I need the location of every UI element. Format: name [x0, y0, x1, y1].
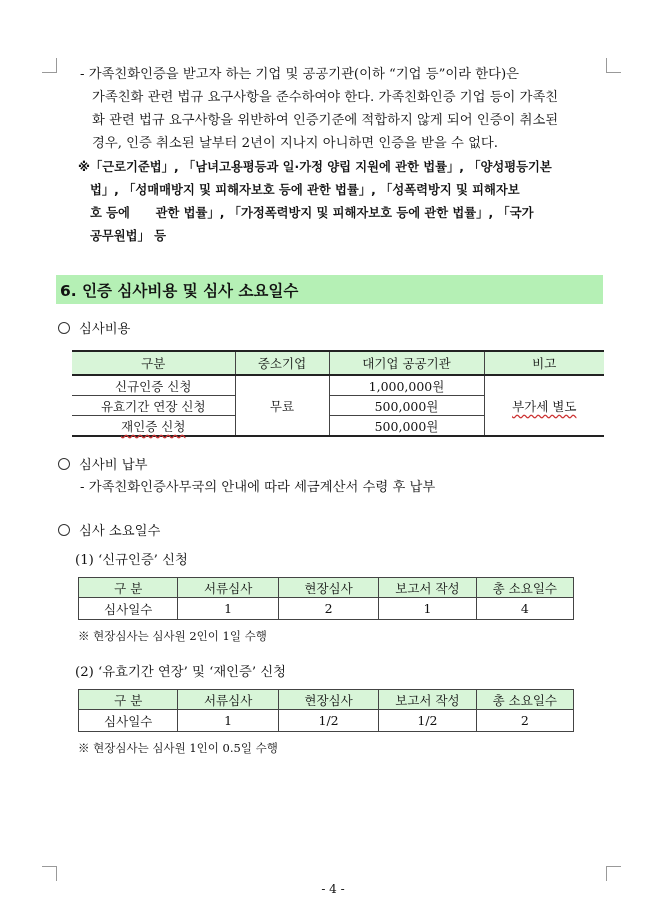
section-header [56, 275, 603, 304]
cost-table-header [72, 351, 604, 375]
circle-bullet-icon [58, 524, 70, 536]
days-renew-title: (2) ‘유효기간 연장’ 및 ‘재인증’ 신청 [75, 665, 287, 680]
cost-row-label: 유효기간 연장 신청 [72, 396, 235, 416]
days-col-total: 총 소요일수 [476, 690, 573, 710]
days-new-title: (1) ‘신규인증’ 신청 [75, 553, 188, 568]
days-col-report: 보고서 작성 [379, 690, 476, 710]
cost-col-remark: 비고 [484, 351, 604, 375]
payment-heading [58, 454, 147, 473]
cost-col-sme: 중소기업 [235, 351, 329, 375]
days-cell-onsite: 2 [278, 598, 378, 620]
intro-line-3: 화 관련 법규 요구사항을 위반하여 인증기준에 적합하지 않게 되어 인증이 취소된 [92, 113, 559, 128]
days-col-document: 서류심사 [178, 578, 278, 598]
intro-dash: - [80, 67, 85, 82]
intro-line-4: 경우, 인증 취소된 날부터 2년이 지나지 아니하면 인증을 받을 수 없다. [92, 136, 498, 151]
days-cell-total: 2 [476, 710, 573, 732]
payment-heading-text: 심사비 납부 [79, 458, 148, 473]
law-note-line-1: 「근로기준법」, 「남녀고용평등과 일·가정 양립 지원에 관한 법률」, 「양성평등기본 [89, 160, 552, 174]
days-new-header [79, 578, 574, 598]
days-col-onsite: 현장심사 [278, 578, 378, 598]
days-row-label: 심사일수 [79, 598, 178, 620]
crop-mark-bottom-right [606, 866, 621, 881]
days-cell-document: 1 [178, 710, 278, 732]
days-cell-total: 4 [476, 598, 573, 620]
table-row [79, 710, 574, 732]
table-row [79, 598, 574, 620]
crop-mark-top-left [42, 58, 57, 73]
cost-table [72, 350, 604, 437]
payment-text: 가족친화인증사무국의 안내에 따라 세금계산서 수령 후 납부 [88, 480, 436, 495]
days-col-total: 총 소요일수 [476, 578, 573, 598]
days-heading [58, 520, 160, 539]
cost-col-large: 대기업 공공기관 [329, 351, 484, 375]
days-row-label: 심사일수 [79, 710, 178, 732]
days-cell-onsite: 1/2 [278, 710, 378, 732]
days-col-category: 구 분 [79, 690, 178, 710]
cost-row-large: 1,000,000원 [329, 375, 484, 396]
days-cell-report: 1/2 [379, 710, 476, 732]
days-col-onsite: 현장심사 [278, 690, 378, 710]
cost-heading [58, 318, 130, 337]
days-col-document: 서류심사 [178, 690, 278, 710]
days-cell-document: 1 [178, 598, 278, 620]
cost-row-large: 500,000원 [329, 416, 484, 437]
cost-row-label [72, 416, 235, 437]
cost-col-category: 구분 [72, 351, 235, 375]
cost-remark [484, 375, 604, 436]
cost-remark-text: 부가세 별도 [512, 398, 577, 414]
days-renew-table [78, 689, 574, 732]
law-note-mark: ※ [78, 160, 90, 174]
days-heading-text: 심사 소요일수 [79, 524, 161, 539]
cost-row-label: 신규인증 신청 [72, 375, 235, 396]
section-title: 6. 인증 심사비용 및 심사 소요일수 [60, 281, 299, 300]
days-cell-report: 1 [379, 598, 476, 620]
days-col-category: 구 분 [79, 578, 178, 598]
law-note-line-2: 법」, 「성매매방지 및 피해자보호 등에 관한 법률」, 「성폭력방지 및 피해자보 [90, 183, 520, 197]
days-new-note: ※ 현장심사는 심사원 2인이 1일 수행 [78, 629, 267, 643]
intro-paragraph [80, 63, 610, 155]
law-note-line-4: 공무원법」 등 [90, 229, 166, 243]
cost-row-label-text: 재인증 신청 [121, 418, 186, 434]
payment-line [80, 476, 435, 495]
table-row [72, 375, 604, 396]
law-note-line-3: 호 등에 관한 법률」, 「가정폭력방지 및 피해자보호 등에 관한 법률」, 「국가 [90, 206, 534, 220]
cost-heading-text: 심사비용 [79, 322, 131, 337]
days-col-report: 보고서 작성 [379, 578, 476, 598]
cost-sme-value: 무료 [235, 375, 329, 436]
payment-dash: - [80, 480, 85, 495]
days-new-table [78, 577, 574, 620]
days-renew-header [79, 690, 574, 710]
crop-mark-bottom-left [42, 866, 57, 881]
circle-bullet-icon [58, 458, 70, 470]
page-number: - 4 - [321, 882, 345, 896]
intro-line-1: 가족친화인증을 받고자 하는 기업 및 공공기관(이하 “기업 등”이라 한다)은 [88, 67, 520, 82]
circle-bullet-icon [58, 322, 70, 334]
law-note [78, 156, 608, 248]
days-renew-note: ※ 현장심사는 심사원 1인이 0.5일 수행 [78, 741, 278, 755]
cost-row-large: 500,000원 [329, 396, 484, 416]
intro-line-2: 가족친화 관련 법규 요구사항을 준수하여야 한다. 가족친화인증 기업 등이 가족친 [92, 90, 559, 105]
